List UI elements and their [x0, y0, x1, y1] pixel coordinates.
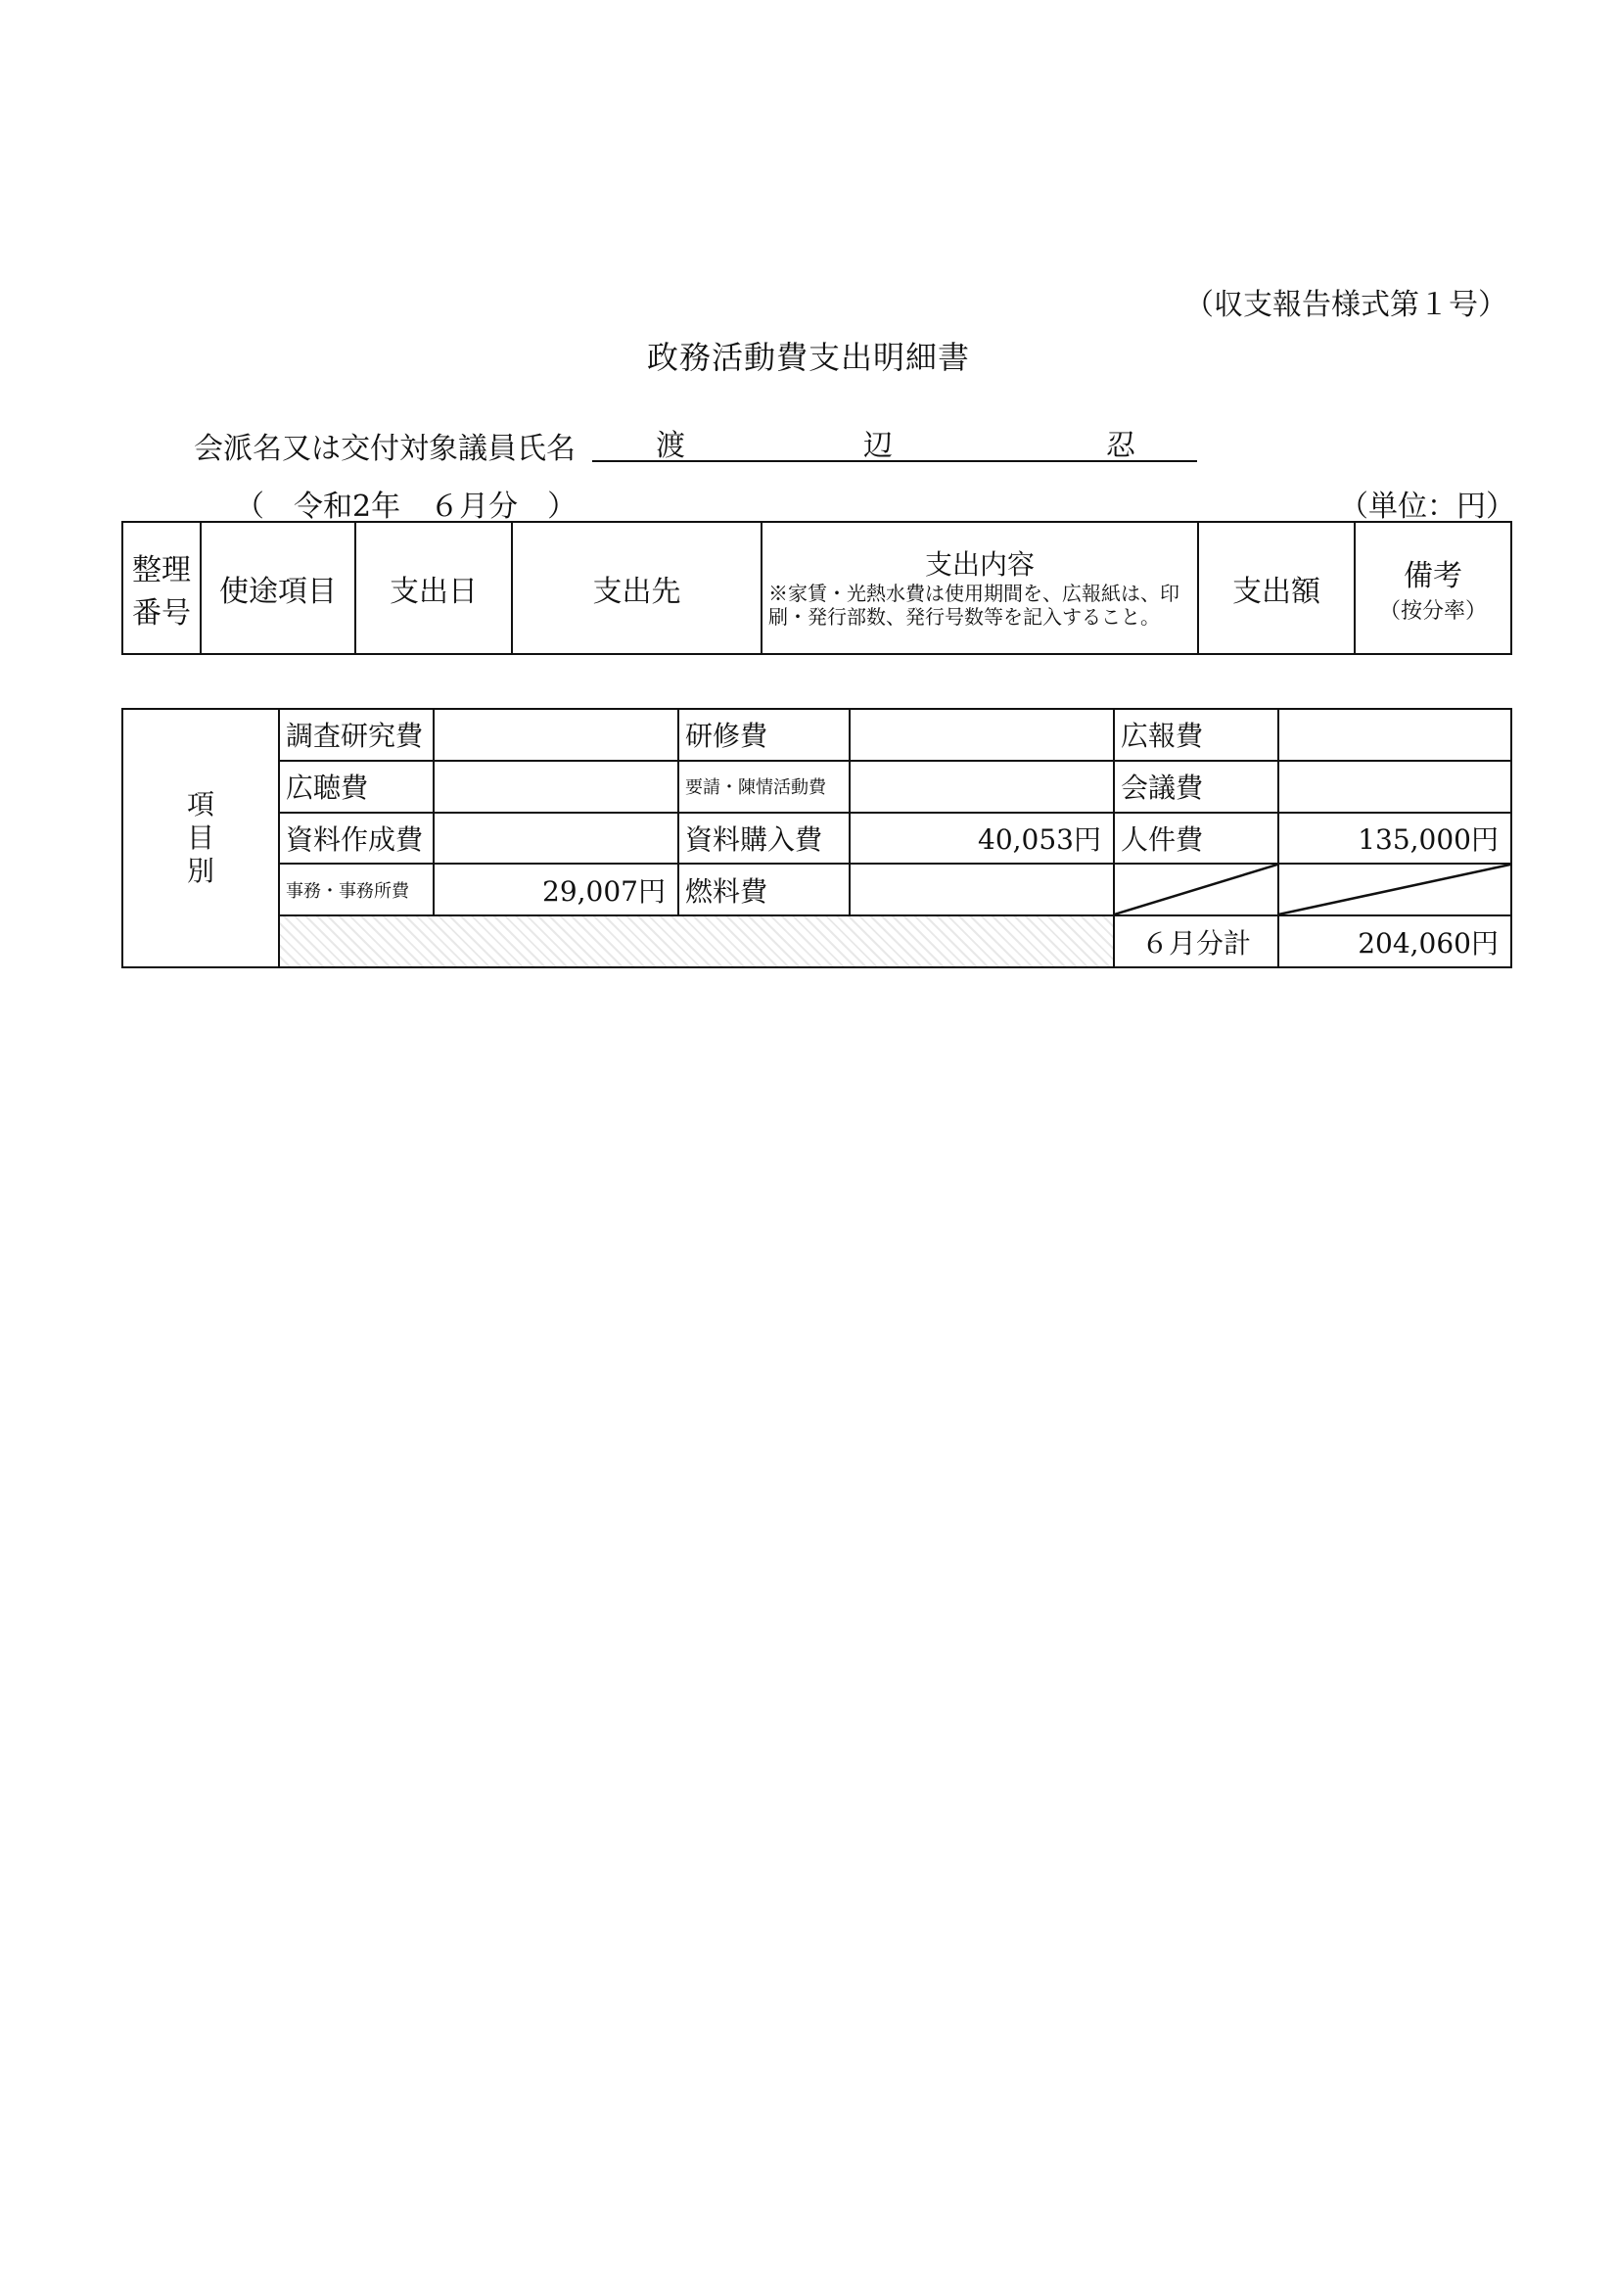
category-amount: 135,000円 [1278, 813, 1511, 865]
category-label: 広報費 [1114, 709, 1278, 761]
header-bikou-label: 備考 [1404, 559, 1462, 593]
category-label: 燃料費 [678, 864, 850, 915]
diagonal-strike [1279, 865, 1510, 914]
member-name-char: 忍 [1106, 429, 1135, 463]
header-shishutsu-naiyou [762, 522, 1198, 654]
category-amount [850, 709, 1114, 761]
category-amount: 29,007円 [434, 864, 678, 915]
category-label: 広聴費 [279, 761, 434, 813]
category-amount [434, 709, 678, 761]
monthly-total-label: ６月分計 [1114, 915, 1278, 967]
header-shishutsugaku: 支出額 [1198, 522, 1355, 654]
form-number: （収支報告様式第１号） [1184, 288, 1507, 322]
crossed-out-cell [1114, 864, 1278, 915]
category-label: 研修費 [678, 709, 850, 761]
side-label-char: 別 [186, 855, 214, 887]
category-amount [850, 864, 1114, 915]
category-label: 会議費 [1114, 761, 1278, 813]
member-name-char: 辺 [863, 429, 893, 463]
member-name-char: 渡 [656, 429, 685, 463]
category-label: 資料購入費 [678, 813, 850, 865]
empty-shaded-cell [279, 915, 1114, 967]
header-shishutsubi: 支出日 [355, 522, 512, 654]
header-shito-koumoku: 使途項目 [201, 522, 355, 654]
document-title: 政務活動費支出明細書 [646, 339, 970, 376]
diagonal-strike [1115, 865, 1277, 914]
category-amount [434, 813, 678, 865]
category-side-label [122, 709, 279, 967]
category-label: 人件費 [1114, 813, 1278, 865]
expenditure-header-table [121, 521, 1512, 655]
category-amount [1278, 709, 1511, 761]
category-label: 事務・事務所費 [279, 864, 434, 915]
category-amount [850, 761, 1114, 813]
currency-unit: （単位：円） [1339, 490, 1515, 524]
category-summary-table [121, 708, 1512, 968]
crossed-out-cell [1278, 864, 1511, 915]
header-seiri-line2: 番号 [132, 595, 191, 631]
header-naiyou-title: 支出内容 [924, 547, 1035, 581]
header-seiri-line1: 整理 [132, 552, 191, 587]
category-label: 要請・陳情活動費 [678, 761, 850, 813]
member-name-label: 会派名又は交付対象議員氏名 [194, 432, 576, 466]
header-bikou-sub: （按分率） [1378, 599, 1487, 624]
header-shishutsusaki: 支出先 [512, 522, 762, 654]
side-label-char: 目 [186, 821, 214, 854]
category-label: 調査研究費 [279, 709, 434, 761]
header-bikou [1355, 522, 1511, 654]
monthly-total-amount: 204,060円 [1278, 915, 1511, 967]
side-label-char: 項 [186, 788, 214, 820]
header-seiri-bango [122, 522, 201, 654]
category-amount [1278, 761, 1511, 813]
category-label: 資料作成費 [279, 813, 434, 865]
header-naiyou-note: ※家賃・光熱水費は使用期間を、広報紙は、印刷・発行部数、発行号数等を記入すること。 [768, 581, 1179, 629]
report-period: （ 令和2年 ６月分 ） [235, 490, 578, 524]
category-amount: 40,053円 [850, 813, 1114, 865]
category-amount [434, 761, 678, 813]
